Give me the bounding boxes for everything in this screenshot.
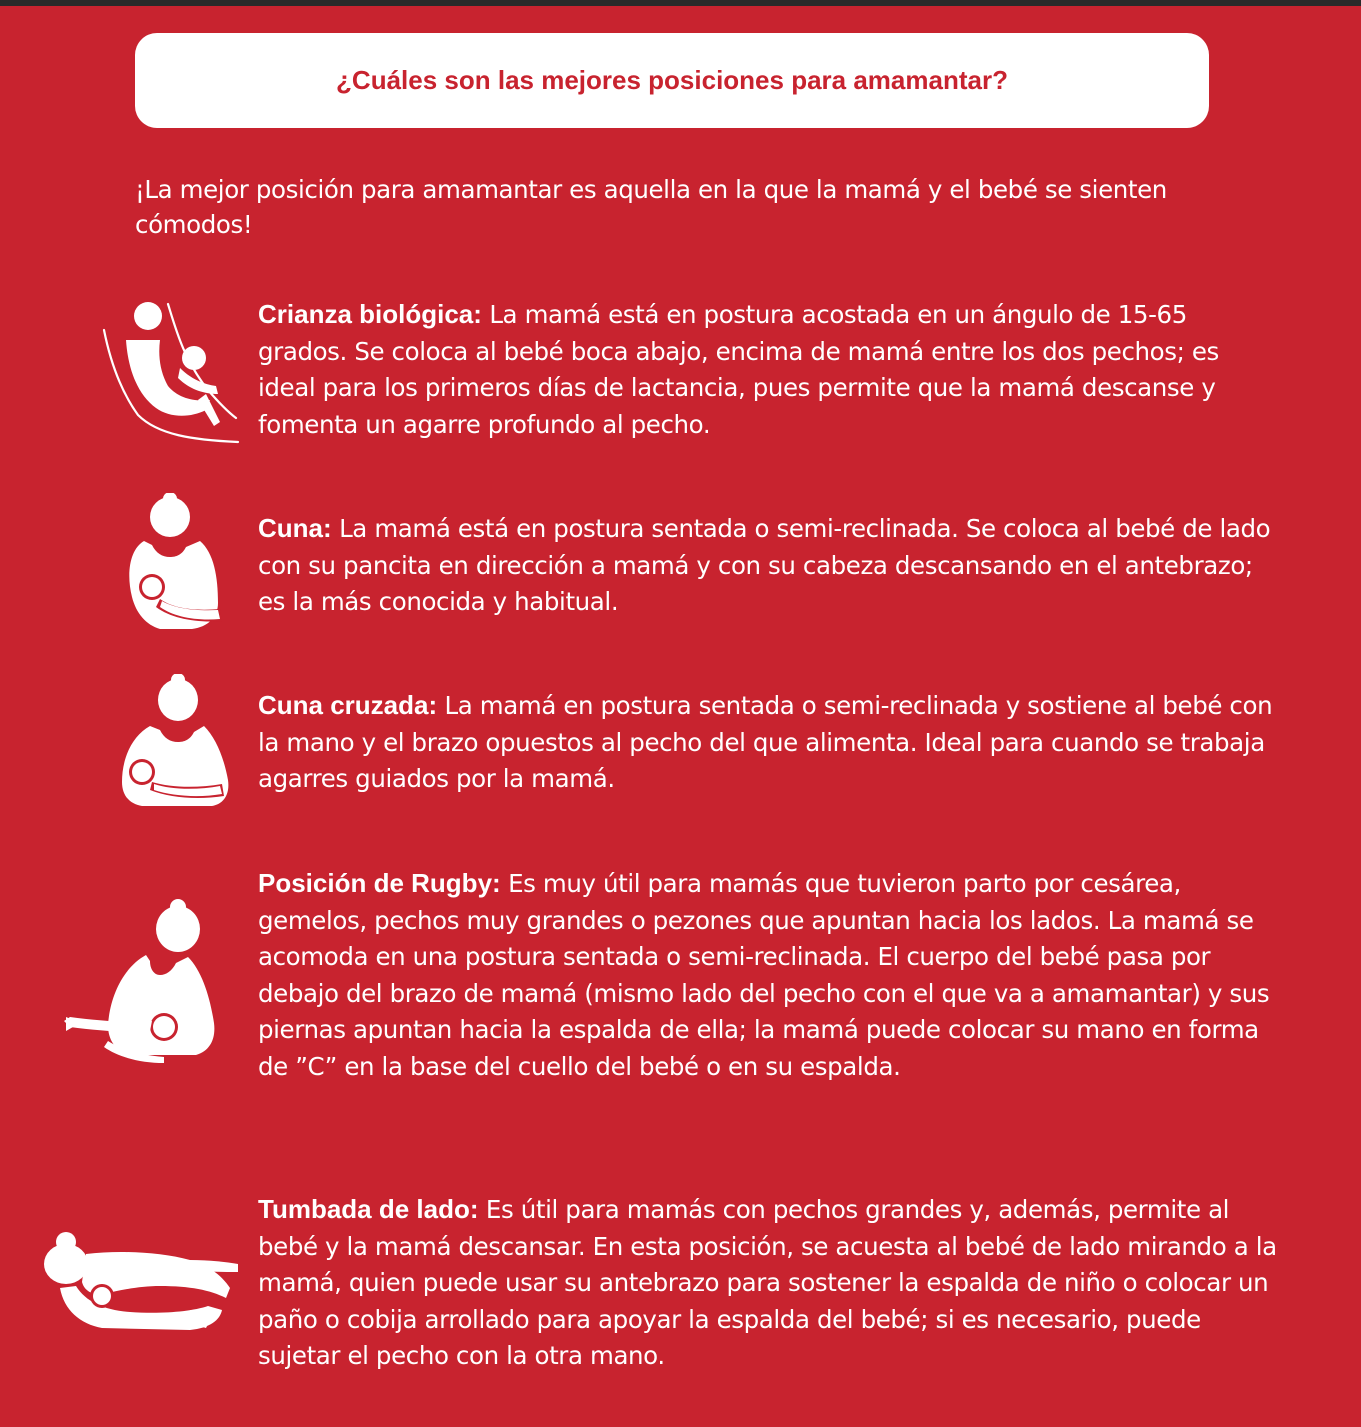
position-label: Cuna cruzada:	[258, 690, 438, 720]
position-cuna	[258, 510, 1278, 621]
intro-text: ¡La mejor posición para amamantar es aquella en la que la mamá y el bebé se sienten cómodos!	[135, 175, 1167, 239]
position-rugby	[258, 865, 1278, 1085]
position-description: La mamá está en postura sentada o semi-reclinada. Se coloca al bebé de lado con su pancita en dirección a mamá y con su cabeza descansando en el antebrazo; es la más conocida y habitual.	[258, 514, 1271, 616]
position-description: La mamá está en postura acostada en un ángulo de 15-65 grados. Se coloca al bebé boca abajo, encima de mamá entre los dos pechos; es ideal para los primeros días de lactancia, pues permite que la mamá descanse y fomenta un agarre profundo al pecho.	[258, 300, 1219, 439]
position-label: Posición de Rugby:	[258, 868, 501, 898]
position-cuna-cruzada	[258, 687, 1278, 798]
biological-nurturing-icon	[98, 290, 248, 450]
cross-cradle-hold-icon	[112, 674, 236, 814]
title-banner	[135, 33, 1209, 128]
position-label: Cuna:	[258, 513, 332, 543]
position-description: Es muy útil para mamás que tuvieron parto por cesárea, gemelos, pechos muy grandes o pezones que apuntan hacia los lados. La mamá se acomoda en una postura sentada o semi-reclinada. El cuerpo del bebé pasa por debajo del brazo de mamá (mismo lado del pecho con el que va a amamantar) y sus piernas apuntan hacia la espalda de ella; la mamá puede colocar su mano en forma de ”C” en la base del cuello del bebé o en su espalda.	[258, 869, 1270, 1081]
position-label: Tumbada de lado:	[258, 1194, 479, 1224]
page-title: ¿Cuáles son las mejores posiciones para amamantar?	[336, 65, 1008, 95]
position-crianza-biologica	[258, 296, 1278, 443]
top-bar	[0, 0, 1361, 6]
rugby-hold-icon	[60, 899, 220, 1074]
position-description: Es útil para mamás con pechos grandes y, además, permite al bebé y la mamá descansar. En esta posición, se acuesta al bebé de lado mirando a la mamá, quien puede usar su antebrazo para sostener la espalda de niño o colocar un paño o cobija arrollado para apoyar la espalda del bebé; si es necesario, puede sujetar el pecho con la otra mano.	[258, 1195, 1277, 1370]
position-label: Crianza biológica:	[258, 299, 482, 329]
position-tumbada-de-lado	[258, 1191, 1278, 1375]
side-lying-icon	[40, 1232, 240, 1342]
position-description: La mamá en postura sentada o semi-reclinada y sostiene al bebé con la mano y el brazo opuestos al pecho del que alimenta. Ideal para cuando se trabaja agarres guiados por la mamá.	[258, 691, 1273, 793]
cradle-hold-icon	[122, 493, 232, 638]
